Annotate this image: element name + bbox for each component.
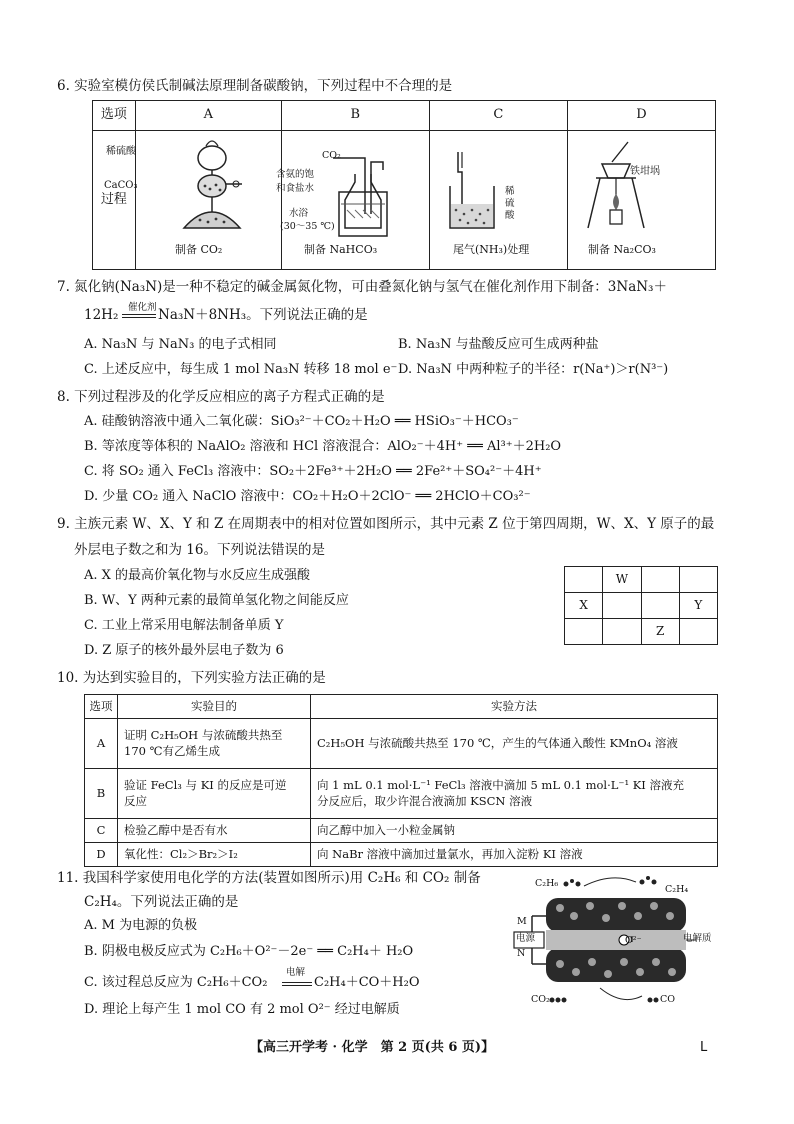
q6-col-d-letter: D [567, 101, 715, 131]
table-row [85, 843, 718, 867]
q10-row-a-purpose-2: 170 ℃有乙烯生成 [124, 743, 220, 758]
q6-col-c-letter: C [429, 101, 567, 131]
q10-row-d-purpose: 氧化性：Cl₂＞Br₂＞I₂ [118, 843, 311, 867]
q11-option-a: A. M 为电源的负极 [84, 918, 198, 933]
q10-table [84, 694, 718, 867]
grid-cell-y: Y [679, 593, 717, 619]
q11-option-c-condition: 电解 [286, 967, 306, 978]
apparatus-beaker-acid [446, 148, 498, 234]
fig-label-power-supply: 电源 [516, 933, 536, 944]
q11-stem-line2: C₂H₄。下列说法正确的是 [84, 894, 239, 910]
table-row [85, 819, 718, 843]
q10-stem: 10. 为达到实验目的，下列实验方法正确的是 [57, 670, 326, 686]
q7-option-d: D. Na₃N 中两种粒子的半径：r(Na⁺)＞r(N³⁻) [398, 362, 669, 377]
periodic-table-fragment [564, 566, 718, 645]
q10-header-option: 选项 [85, 695, 118, 719]
grid-cell-x: X [565, 593, 603, 619]
grid-cell [679, 567, 717, 593]
q6-a-caption: 制备 CO₂ [175, 243, 223, 256]
apparatus-iron-crucible [582, 140, 654, 236]
table-row [85, 769, 718, 819]
q6-b-label-temp: (30～35 ℃) [280, 221, 335, 232]
apparatus-kipp-generator [150, 138, 260, 238]
q8-option-d: D. 少量 CO₂ 通入 NaClO 溶液中：CO₂＋H₂O＋2ClO⁻ ══ 2HClO＋CO₃²⁻ [84, 489, 531, 504]
fig-label-o2-ion: O²⁻ [625, 935, 642, 946]
fig-label-co: CO [660, 994, 676, 1005]
fig-label-n: N [517, 948, 526, 959]
q10-row-b-purpose-1: 验证 FeCl₃ 与 KI 的反应是可逆 [124, 777, 287, 792]
q8-option-c: C. 将 SO₂ 通入 FeCl₃ 溶液中：SO₂＋2Fe³⁺＋2H₂O ══ 2Fe²⁺＋SO₄²⁻＋4H⁺ [84, 464, 542, 479]
grid-cell [565, 619, 603, 645]
q11-option-d: D. 理论上每产生 1 mol CO 有 2 mol O²⁻ 经过电解质 [84, 1002, 400, 1017]
q10-header-purpose: 实验目的 [118, 695, 311, 719]
table-row [85, 719, 718, 769]
q9-option-b: B. W、Y 两种元素的最简单氢化物之间能反应 [84, 593, 349, 608]
q7-eq-condition: 催化剂 [128, 302, 157, 313]
q6-col-b-letter: B [281, 101, 429, 131]
q10-row-b-opt: B [85, 769, 118, 819]
fig-label-electrolyte: 电解质 [683, 933, 712, 944]
grid-cell [679, 619, 717, 645]
fig-label-co2: CO₂ [531, 994, 550, 1005]
q6-d-label-crucible: 铁坩埚 [630, 166, 660, 177]
grid-cell-w: W [603, 567, 641, 593]
q6-header-process: 过程 [93, 131, 136, 270]
q10-row-c-opt: C [85, 819, 118, 843]
q6-b-label-solution-1: 含氨的饱 [276, 169, 315, 180]
q9-option-d: D. Z 原子的核外最外层电子数为 6 [84, 643, 284, 658]
grid-cell [641, 567, 679, 593]
q10-row-a-opt: A [85, 719, 118, 769]
q10-row-c-method: 向乙醇中加入一小粒金属钠 [311, 819, 718, 843]
q7-option-a: A. Na₃N 与 NaN₃ 的电子式相同 [84, 337, 277, 352]
page-footer: 【高三开学考 · 化学 第 2 页(共 6 页)】 [250, 1040, 495, 1055]
q10-row-a-method: C₂H₅OH 与浓硫酸共热至 170 ℃，产生的气体通入酸性 KMnO₄ 溶液 [311, 719, 718, 769]
q9-option-a: A. X 的最高价氧化物与水反应生成强酸 [84, 568, 311, 583]
q8-option-a: A. 硅酸钠溶液中通入二氧化碳：SiO₃²⁻＋CO₂＋H₂O ══ HSiO₃⁻＋HCO₃⁻ [84, 414, 519, 429]
q10-row-b-method-2: 分反应后，取少许混合液滴加 KSCN 溶液 [317, 793, 533, 808]
q6-c-label-2: 硫 [505, 198, 515, 209]
q6-b-label-co2: CO₂ [322, 150, 341, 161]
q9-option-c: C. 工业上常采用电解法制备单质 Y [84, 618, 284, 633]
q10-row-d-opt: D [85, 843, 118, 867]
q10-row-c-purpose: 检验乙醇中是否有水 [118, 819, 311, 843]
q11-option-c-arrow [282, 982, 312, 986]
q10-row-b-purpose-2: 反应 [124, 793, 147, 808]
q6-header-option: 选项 [93, 101, 136, 131]
q8-option-b: B. 等浓度等体积的 NaAlO₂ 溶液和 HCl 溶液混合：AlO₂⁻＋4H⁺ ══ Al³⁺＋2H₂O [84, 439, 562, 454]
q6-c-label-1: 稀 [505, 186, 515, 197]
q10-header-method: 实验方法 [311, 695, 718, 719]
q11-stem-line1: 11. 我国科学家使用电化学的方法(装置如图所示)用 C₂H₆ 和 CO₂ 制备 [57, 870, 481, 886]
q7-option-b: B. Na₃N 与盐酸反应可生成两种盐 [398, 337, 599, 352]
q10-row-b-method-1: 向 1 mL 0.1 mol·L⁻¹ FeCl₃ 溶液中滴加 5 mL 0.1 mol·L⁻¹ KI 溶液充 [317, 777, 684, 792]
q6-c-caption: 尾气(NH₃)处理 [453, 243, 530, 256]
fig-label-c2h4: C₂H₄ [665, 884, 689, 895]
fig-label-c2h6: C₂H₆ [535, 878, 559, 889]
q10-row-d-method: 向 NaBr 溶液中滴加过量氯水，再加入淀粉 KI 溶液 [311, 843, 718, 867]
page-mark: L [700, 1040, 708, 1055]
q6-col-a-letter: A [135, 101, 281, 131]
grid-cell [603, 593, 641, 619]
q6-stem: 6. 实验室模仿侯氏制碱法原理制备碳酸钠，下列过程中不合理的是 [57, 78, 453, 94]
q6-a-label-acid: 稀硫酸 [106, 146, 136, 157]
q6-b-caption: 制备 NaHCO₃ [304, 243, 378, 256]
grid-cell [603, 619, 641, 645]
fig-label-m: M [517, 916, 527, 927]
q7-eq-right: Na₃N＋8NH₃。下列说法正确的是 [158, 307, 368, 323]
q6-d-caption: 制备 Na₂CO₃ [588, 243, 656, 256]
q6-a-label-caco3: CaCO₃ [104, 180, 138, 191]
q7-eq-arrow [122, 314, 156, 318]
q9-stem-line1: 9. 主族元素 W、X、Y 和 Z 在周期表中的相对位置如图所示，其中元素 Z 位于第四周期，W、X、Y 原子的最 [57, 516, 715, 532]
q7-stem-line1: 7. 氮化钠(Na₃N)是一种不稳定的碱金属氮化物，可由叠氮化钠与氢气在催化剂作用下制备：3NaN₃＋ [57, 279, 667, 295]
q10-row-a-purpose-1: 证明 C₂H₅OH 与浓硫酸共热至 [124, 727, 283, 742]
grid-cell [565, 567, 603, 593]
q6-c-label-3: 酸 [505, 210, 515, 221]
q6-b-label-bath: 水浴 [289, 208, 309, 219]
grid-cell-z: Z [641, 619, 679, 645]
q11-option-b: B. 阴极电极反应式为 C₂H₆＋O²⁻－2e⁻ ══ C₂H₄＋ H₂O [84, 944, 414, 959]
q9-stem-line2: 外层电子数之和为 16。下列说法错误的是 [74, 542, 325, 558]
q7-option-c: C. 上述反应中，每生成 1 mol Na₃N 转移 18 mol e⁻ [84, 362, 398, 377]
q11-option-c-left: C. 该过程总反应为 C₂H₆＋CO₂ [84, 975, 268, 990]
q11-option-c-right: C₂H₄＋CO＋H₂O [314, 975, 420, 990]
grid-cell [641, 593, 679, 619]
q7-eq-left: 12H₂ [84, 307, 119, 323]
q6-b-label-solution-2: 和食盐水 [276, 183, 315, 194]
q8-stem: 8. 下列过程涉及的化学反应相应的离子方程式正确的是 [57, 389, 385, 405]
